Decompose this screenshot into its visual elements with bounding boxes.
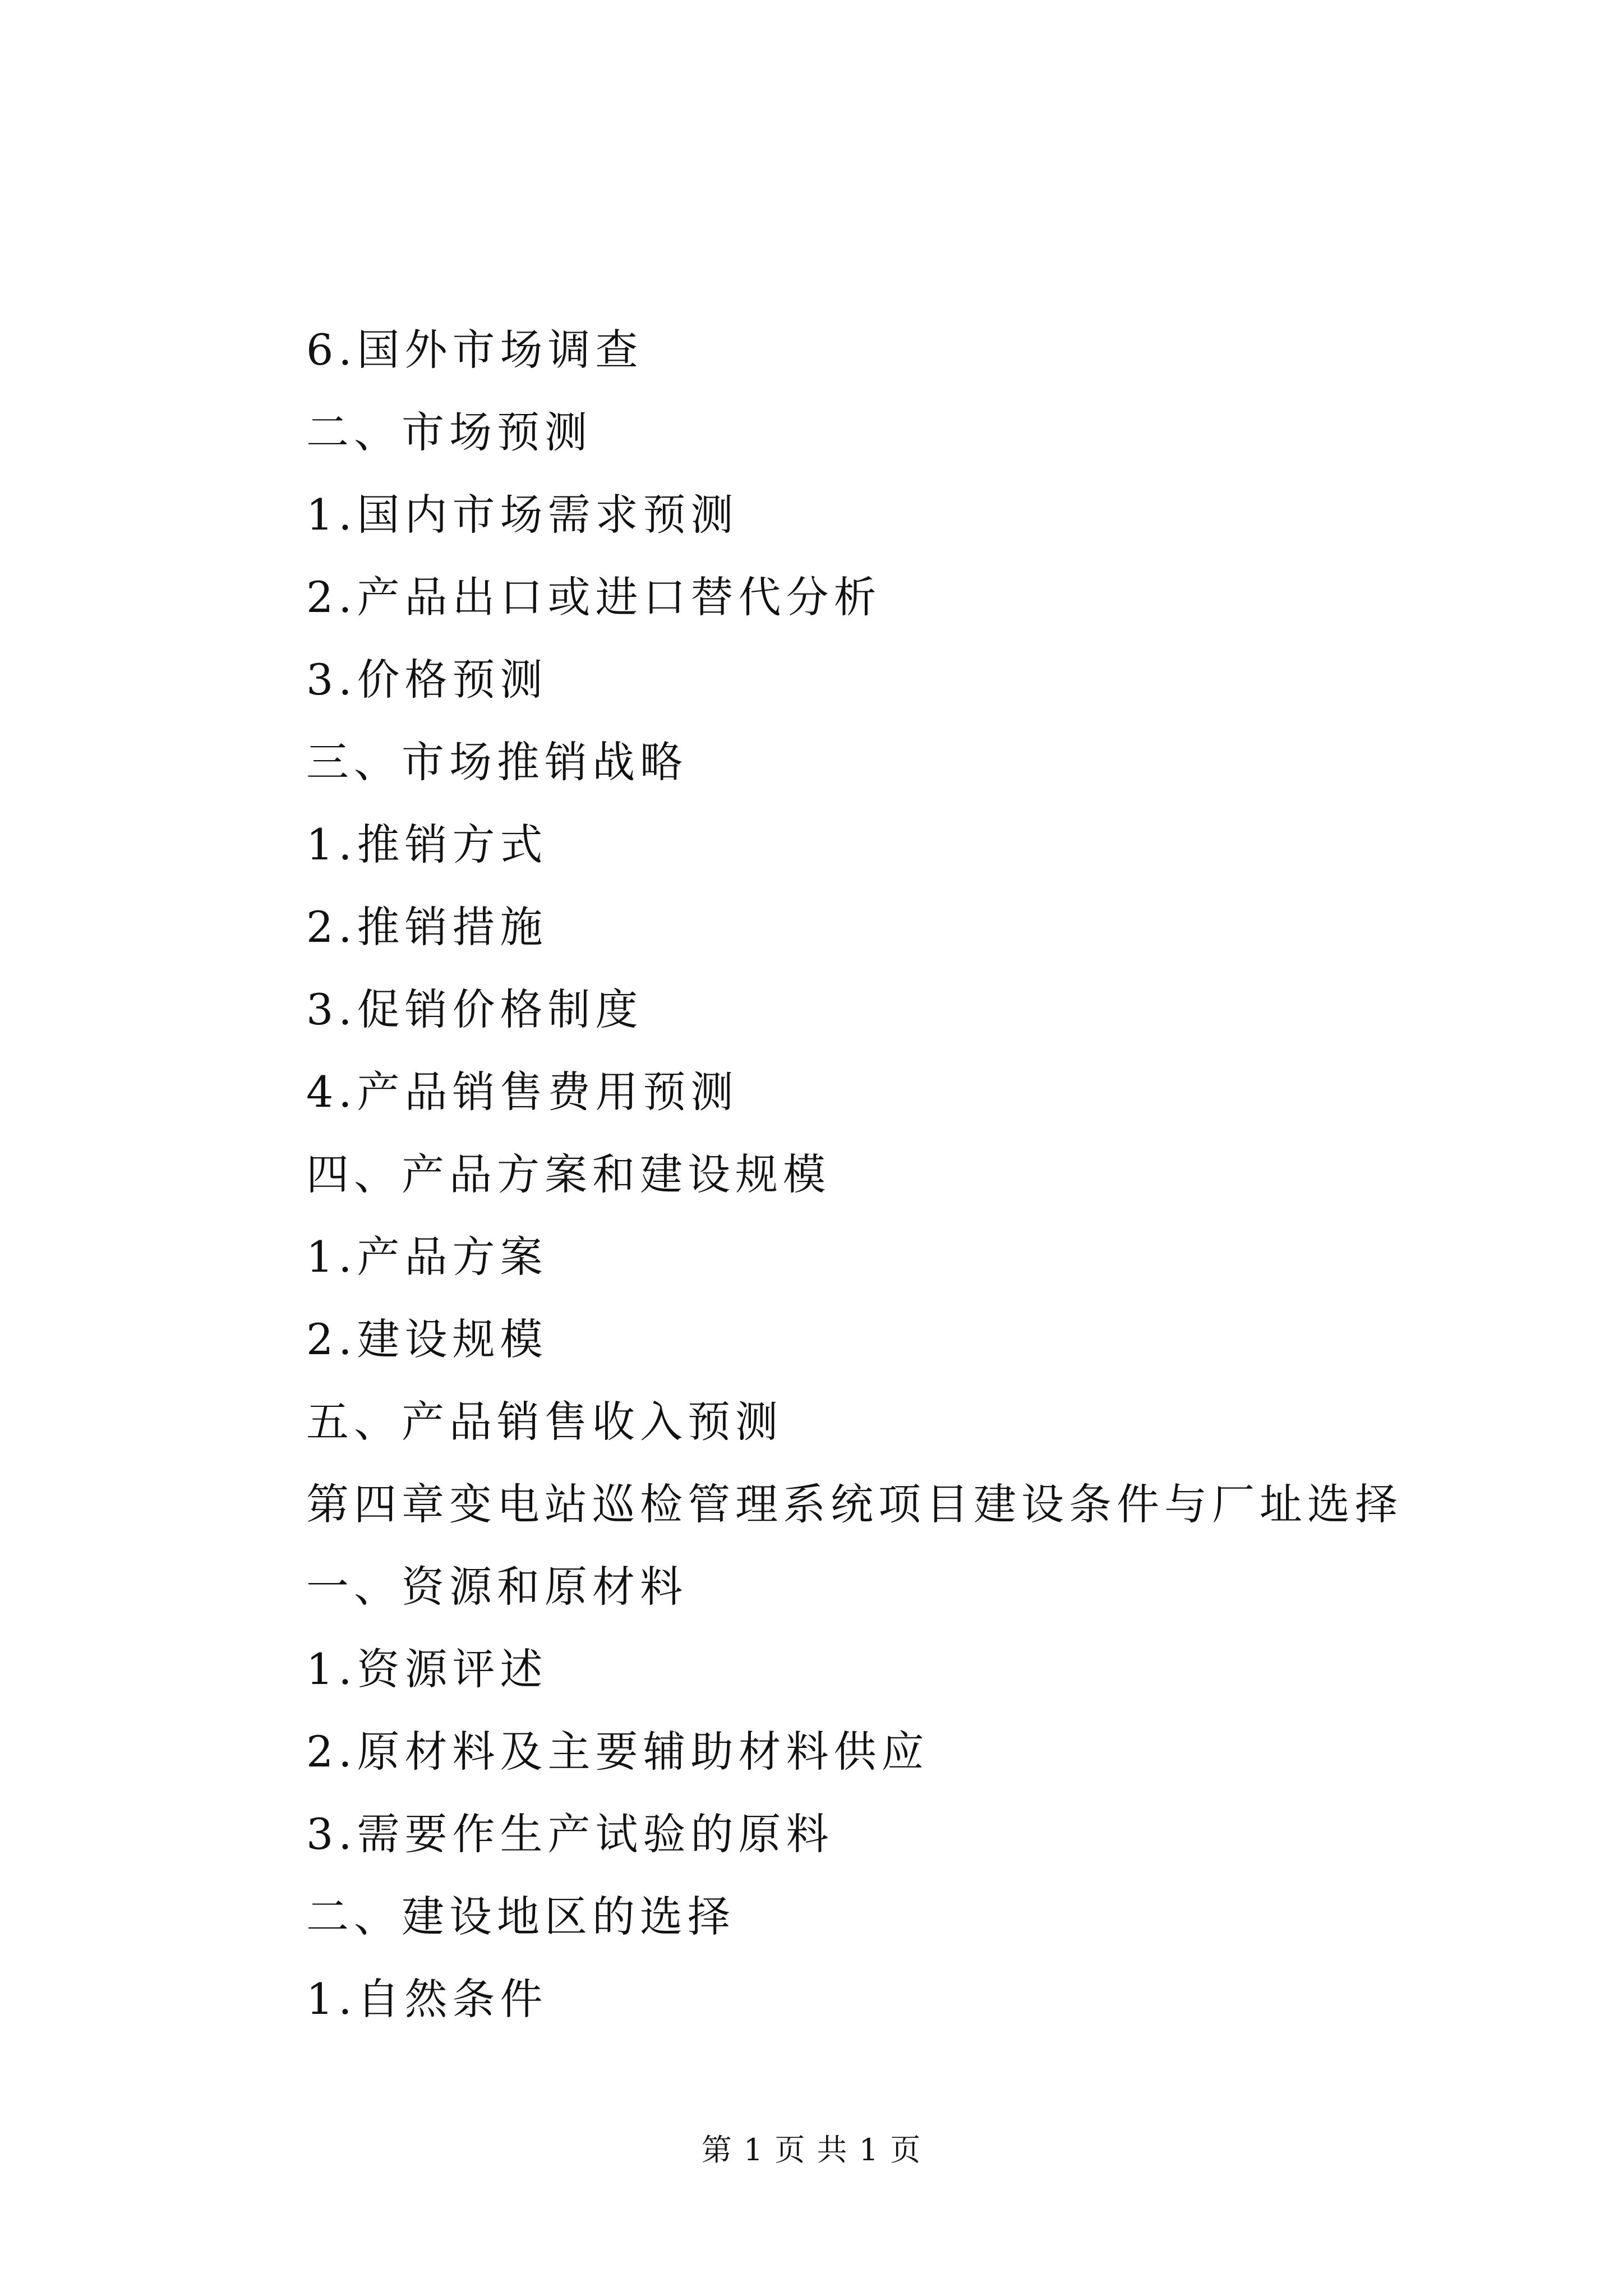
heading-market-forecast: 二、市场预测 — [306, 407, 592, 457]
page-footer: 第 1 页 共 1 页 — [701, 2132, 922, 2168]
heading-marketing-strategy: 三、市场推销战略 — [306, 737, 688, 787]
item-product-plan: 1.产品方案 — [306, 1232, 548, 1282]
heading-site-selection: 二、建设地区的选择 — [306, 1892, 735, 1941]
item-marketing-measures: 2.推销措施 — [306, 902, 548, 952]
heading-resources-materials: 一、资源和原材料 — [306, 1562, 688, 1612]
heading-sales-revenue-forecast: 五、产品销售收入预测 — [306, 1397, 783, 1447]
item-resource-review: 1.资源评述 — [306, 1644, 548, 1694]
item-trial-materials: 3.需要作生产试验的原料 — [306, 1809, 834, 1859]
item-export-import-analysis: 2.产品出口或进口替代分析 — [306, 572, 882, 622]
item-sales-cost-forecast: 4.产品销售费用预测 — [306, 1067, 739, 1117]
document-body — [306, 309, 1428, 2040]
item-domestic-demand-forecast: 1.国内市场需求预测 — [306, 490, 739, 540]
item-construction-scale: 2.建设规模 — [306, 1314, 548, 1364]
item-promotion-pricing: 3.促销价格制度 — [306, 984, 643, 1034]
item-natural-conditions: 1.自然条件 — [306, 1974, 548, 2024]
chapter-title: 第四章变电站巡检管理系统项目建设条件与厂址选择 — [306, 1479, 1403, 1529]
heading-product-plan-scale: 四、产品方案和建设规模 — [306, 1149, 831, 1199]
item-material-supply: 2.原材料及主要辅助材料供应 — [306, 1727, 929, 1777]
item-price-forecast: 3.价格预测 — [306, 655, 548, 705]
item-foreign-market-survey: 6.国外市场调查 — [306, 325, 643, 375]
item-marketing-methods: 1.推销方式 — [306, 820, 548, 869]
